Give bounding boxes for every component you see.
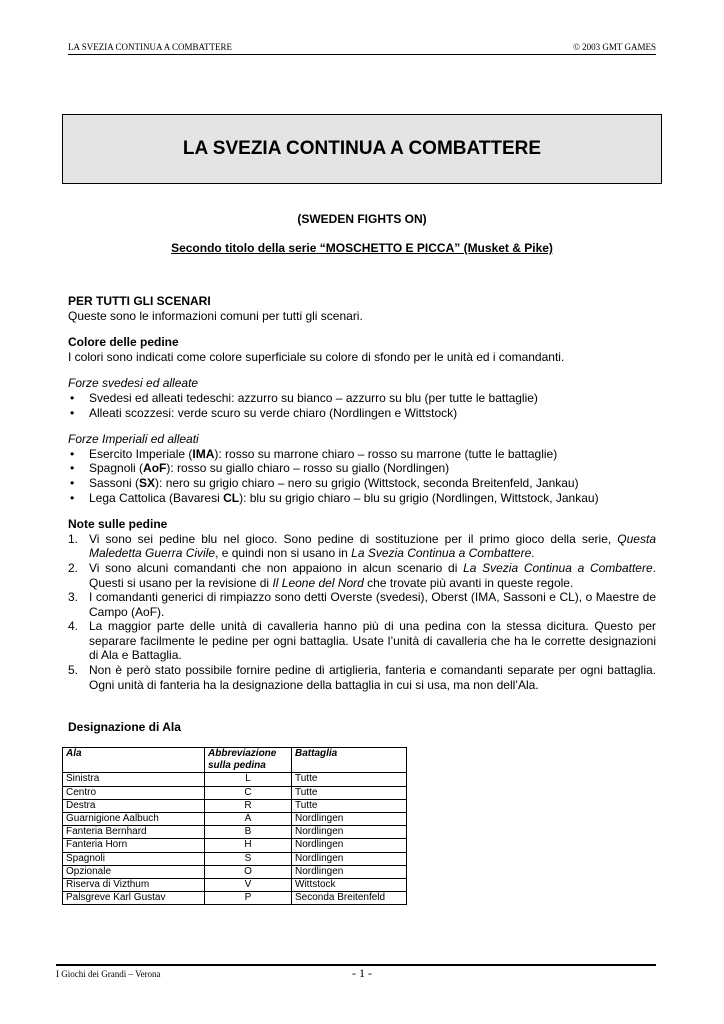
colors-heading: Colore delle pedine — [68, 335, 179, 350]
table-row: Palsgreve Karl Gustav P Seconda Breitenfeld — [63, 892, 407, 905]
imperial-list — [68, 447, 656, 505]
list-item: • Lega Cattolica (Bavaresi CL): blu su grigio chiaro – blu su grigio (Nordlingen, Wittstock, Jankau) — [68, 491, 656, 506]
subtitle: (SWEDEN FIGHTS ON) — [297, 212, 427, 226]
table-row: Fanteria Bernhard B Nordlingen — [63, 826, 407, 839]
header-ala: Ala — [63, 748, 205, 773]
page-header — [68, 42, 656, 55]
header-abbreviation: Abbreviazione sulla pedina — [205, 748, 292, 773]
list-item: 1. Vi sono sei pedine blu nel gioco. Sono pedine di sostituzione per il primo gioco della serie, Questa Maledetta Guerra Civile, e quindi non si usano in La Svezia Continua a Combattere. — [68, 531, 656, 561]
list-item: • Esercito Imperiale (IMA): rosso su marrone chiaro – rosso su marrone (tutte le battaglie) — [68, 447, 656, 462]
table-row: Riserva di Vizthum V Wittstock — [63, 879, 407, 892]
table-row: Opzionale O Nordlingen — [63, 865, 407, 878]
list-item: • Svedesi ed alleati tedeschi: azzurro su bianco – azzurro su blu (per tutte le battaglie) — [68, 391, 656, 406]
list-item: • Sassoni (SX): nero su grigio chiaro – nero su grigio (Wittstock, seconda Breitenfeld, Jankau) — [68, 476, 656, 491]
wing-table-title: Designazione di Ala — [68, 720, 181, 734]
table-row: Centro C Tutte — [63, 786, 407, 799]
swedish-heading: Forze svedesi ed alleate — [68, 376, 199, 391]
all-scenarios-text: Queste sono le informazioni comuni per tutti gli scenari. — [68, 308, 363, 323]
table-header-row — [63, 748, 407, 773]
wing-table — [62, 747, 407, 905]
notes-heading: Note sulle pedine — [68, 517, 168, 532]
table-row: Sinistra L Tutte — [63, 773, 407, 786]
notes-list — [68, 532, 656, 693]
table-row: Fanteria Horn H Nordlingen — [63, 839, 407, 852]
page-number: - 1 - — [352, 966, 372, 980]
list-item: • Alleati scozzesi: verde scuro su verde chiaro (Nordlingen e Wittstock) — [68, 406, 656, 421]
series-line: Secondo titolo della serie “MOSCHETTO E PICCA” (Musket & Pike) — [171, 241, 553, 255]
page-title: LA SVEZIA CONTINUA A COMBATTERE — [182, 138, 542, 159]
title-box — [62, 114, 662, 184]
imperial-heading: Forze Imperiali ed alleati — [68, 432, 199, 447]
table-row: Destra R Tutte — [63, 799, 407, 812]
header-right: © 2003 GMT GAMES — [573, 42, 656, 52]
list-item: 3. I comandanti generici di rimpiazzo sono detti Overste (svedesi), Oberst (IMA, Sassoni e CL), o Maestre de Campo (AoF). — [68, 590, 656, 619]
list-item: 5. Non è però stato possibile fornire pedine di artiglieria, fanteria e comandanti separate per ogni battaglia. Ogni unità di fanteria ha la designazione della battaglia in cui si usa, ma non dell’Ala. — [68, 663, 656, 692]
table-row: Guarnigione Aalbuch A Nordlingen — [63, 813, 407, 826]
list-item: • Spagnoli (AoF): rosso su giallo chiaro – rosso su giallo (Nordlingen) — [68, 461, 656, 476]
swedish-list — [68, 391, 656, 420]
list-item: 2. Vi sono alcuni comandanti che non appaiono in alcun scenario di La Svezia Continua a Combattere. Questi si usano per la revisione di Il Leone del Nord che trovate più avanti in queste regole. — [68, 560, 656, 590]
table-row: Spagnoli S Nordlingen — [63, 852, 407, 865]
list-item: 4. La maggior parte delle unità di cavalleria hanno più di una pedina con la stessa dicitura. Questo per separare facilmente le pedine per ogni battaglia. Usate l’unità di cavalleria che ha le corrette designazioni di Ala e Battaglia. — [68, 619, 656, 663]
all-scenarios-heading: PER TUTTI GLI SCENARI — [68, 294, 211, 308]
document-body — [68, 294, 656, 692]
header-left: LA SVEZIA CONTINUA A COMBATTERE — [68, 42, 233, 52]
footer-left: I Giochi dei Grandi – Verona — [56, 969, 161, 979]
colors-text: I colori sono indicati come colore superficiale su colore di sfondo per le unità ed i comandanti. — [68, 349, 565, 364]
header-battle: Battaglia — [292, 748, 407, 773]
